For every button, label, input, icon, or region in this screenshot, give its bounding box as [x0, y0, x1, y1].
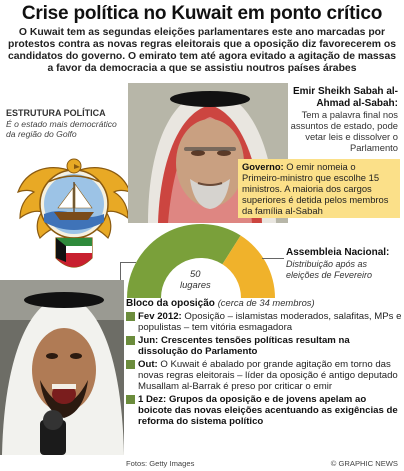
timeline-date: Out: [138, 359, 158, 370]
photo-credit: Fotos: Getty Images [126, 459, 195, 468]
timeline-bullet-icon [126, 312, 135, 321]
protester-portrait-image [0, 280, 124, 455]
graphic-news-logo: © GRAPHIC NEWS [330, 459, 398, 468]
seats-label: lugares [180, 279, 211, 290]
timeline-bullet-icon [126, 336, 135, 345]
government-label: Governo: [242, 161, 284, 172]
opposition-title [126, 297, 402, 309]
timeline-desc: Oposição – islamistas moderados, salafitas, MPs e populistas – tem vitória esmagadora [138, 311, 402, 333]
timeline-desc: O Kuwait é abalado por grande agitação em torno das novas regras eleitorais – líder da oposição é antigo deputado Musallam al-Barrak é preso por criticar o emir [138, 359, 398, 392]
structure-desc: É o estado mais democrático da região do Golfo [6, 119, 117, 139]
leader-line [262, 258, 284, 259]
emir-name: Emir Sheikh Sabah al-Ahmad al-Sabah: [292, 86, 398, 109]
timeline-bullet-icon [126, 395, 135, 404]
timeline-date: Fev 2012: [138, 311, 182, 322]
timeline-item [126, 335, 402, 357]
timeline-item [126, 394, 402, 427]
timeline-item [126, 359, 402, 392]
assembly-desc: Distribuição após as eleições de Fevereiro [286, 259, 373, 280]
timeline-text [138, 335, 402, 357]
timeline-desc: Grupos da oposição e de jovens apelam ao boicote das novas eleições acentuando as exigências de reforma do sistema político [138, 394, 398, 427]
timeline-date: Jun: [138, 335, 159, 346]
opposition-title-text: Bloco da oposição [126, 298, 215, 309]
intro-text: O Kuwait tem as segundas eleições parlamentares este ano marcadas por protestos contra as novas regras eleitorais que a oposição diz favorecerem os candidatos do governo. O emirato tem até agora evitado a agitação de massas a favor da democracia a que se assistiu noutros países árabes [7, 27, 397, 74]
kuwait-emblem-icon [14, 142, 134, 280]
timeline-text [138, 311, 402, 333]
opposition-subtitle: (cerca de 34 membros) [217, 297, 315, 308]
timeline-text [138, 394, 402, 427]
seats-number: 50 [190, 268, 201, 279]
headline: Crise política no Kuwait em ponto crítico [21, 3, 383, 24]
structure-title: ESTRUTURA POLÍTICA [6, 108, 106, 118]
assembly-title: Assembleia Nacional: [286, 247, 390, 258]
timeline-text [138, 359, 402, 392]
emir-desc: Tem a palavra final nos assuntos de estado, pode vetar leis e dissolver o Parlamento [290, 109, 398, 153]
timeline-item [126, 311, 402, 333]
timeline-bullet-icon [126, 360, 135, 369]
timeline [126, 311, 402, 429]
timeline-date: 1 Dez: [138, 394, 167, 405]
government-box [238, 159, 400, 218]
timeline-desc: Crescentes tensões políticas resultam na dissolução do Parlamento [138, 335, 350, 357]
government-desc: O emir nomeia o Primeiro-ministro que escolhe 15 ministros. A maioria dos cargos superiores é detida pelos membros da família al-Sabah [242, 161, 389, 216]
leader-line [120, 262, 136, 263]
